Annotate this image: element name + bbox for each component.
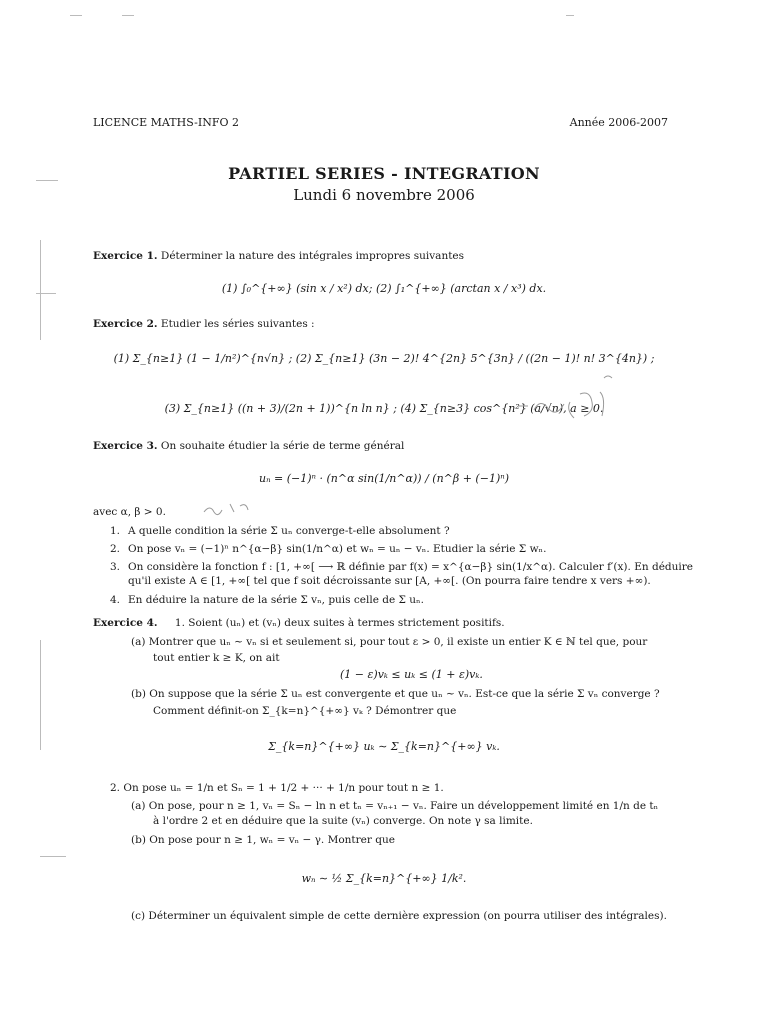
exercise-3-item-4 [110,594,424,606]
exercise-4-a-line-1: (a) Montrer que uₙ ∼ vₙ si et seulement si, pour tout ε > 0, il existe un entier K ∈ ℕ tel que, pour [131,636,648,648]
pencil-annotation [510,372,620,430]
exercise-4-d-line-1: (b) On pose pour n ≥ 1, wₙ = vₙ − γ. Montrer que [131,834,395,846]
scan-mark [70,15,82,16]
exercise-3-item-3-cont [110,575,651,587]
exercise-4-b-formula: Σ_{k=n}^{+∞} uₖ ∼ Σ_{k=n}^{+∞} vₖ. [268,740,500,753]
scan-mark [566,15,574,16]
exercise-4-c-line-2: à l'ordre 2 et en déduire que la suite (vₙ) converge. On note γ sa limite. [153,815,533,827]
exercise-4-label: Exercice 4. [93,617,158,629]
exercise-3-item-3 [110,561,693,573]
exercise-4-a-line-2: tout entier k ≥ K, on ait [153,652,280,664]
item-text: On pose vₙ = (−1)ⁿ n^{α−β} sin(1/n^α) et wₙ = uₙ − vₙ. Etudier la série Σ wₙ. [128,543,547,555]
exercise-1-text: Déterminer la nature des intégrales impropres suivantes [160,250,465,262]
page-subtitle: Lundi 6 novembre 2006 [293,186,475,204]
exercise-2-formula-1: (1) Σ_{n≥1} (1 − 1/n²)^{n√n} ; (2) Σ_{n≥1} (3n − 2)! 4^{2n} 5^{3n} / ((2n − 1)! n! 3^{4n}) ; [113,352,655,365]
item-text: A quelle condition la série Σ uₙ converge-t-elle absolument ? [128,525,450,537]
item-number: 1. [110,525,121,537]
scan-mark [40,856,66,857]
exercise-1-label: Exercice 1. [93,250,158,262]
exercise-4-part-2: 2. On pose uₙ = 1/n et Sₙ = 1 + 1/2 + ··· + 1/n pour tout n ≥ 1. [110,782,444,794]
item-number: 4. [110,594,121,606]
exercise-3-formula: uₙ = (−1)ⁿ · (n^α sin(1/n^α)) / (n^β + (−1)ⁿ) [259,472,509,485]
exercise-1-formula: (1) ∫₀^{+∞} (sin x / x²) dx; (2) ∫₁^{+∞} (arctan x / x³) dx. [221,282,547,295]
exercise-1 [93,250,464,262]
exercise-3-label: Exercice 3. [93,440,158,452]
pencil-annotation [200,500,260,516]
exercise-2-label: Exercice 2. [93,318,158,330]
item-text: On considère la fonction f : [1, +∞[ ⟶ ℝ définie par f(x) = x^{α−β} sin(1/x^α). Calculer f′(x). En déduire [128,561,693,573]
header-course: LICENCE MATHS-INFO 2 [93,116,239,129]
exercise-3-text: On souhaite étudier la série de terme général [160,440,405,452]
header-year: Année 2006-2007 [569,116,668,129]
exercise-4-d-formula: wₙ ∼ ½ Σ_{k=n}^{+∞} 1/k². [301,872,467,885]
exercise-3-item-1 [110,525,450,537]
exercise-2-formula-2: (3) Σ_{n≥1} ((n + 3)/(2n + 1))^{n ln n} ; (4) Σ_{n≥3} cos^{n²} (a/√n), a ≥ 0. [164,402,604,415]
item-text: En déduire la nature de la série Σ vₙ, puis celle de Σ uₙ. [128,594,424,606]
item-number: 2. [110,543,121,555]
scan-mark [36,180,58,181]
scan-mark [40,240,41,340]
exercise-2 [93,318,315,330]
exercise-3-item-2 [110,543,546,555]
scan-mark [122,15,134,16]
page-title: PARTIEL SERIES - INTEGRATION [228,164,540,183]
exercise-4-e-line-1: (c) Déterminer un équivalent simple de cette dernière expression (on pourra utiliser des intégrales). [131,910,667,922]
exercise-4 [93,617,505,629]
item-text: qu'il existe A ∈ [1, +∞[ tel que f soit décroissante sur [A, +∞[. (On pourra faire tendre x vers +∞). [128,575,651,587]
exercise-4-a-formula: (1 − ε)vₖ ≤ uₖ ≤ (1 + ε)vₖ. [340,668,483,681]
scan-mark [36,293,56,294]
scan-mark [40,640,41,750]
exercise-3 [93,440,404,452]
exercise-2-text: Etudier les séries suivantes : [160,318,315,330]
exercise-4-part-1: 1. Soient (uₙ) et (vₙ) deux suites à termes strictement positifs. [174,617,505,629]
exercise-4-b-line-2: Comment définit-on Σ_{k=n}^{+∞} vₖ ? Démontrer que [153,705,457,717]
exercise-3-condition: avec α, β > 0. [93,506,166,518]
exercise-4-c-line-1: (a) On pose, pour n ≥ 1, vₙ = Sₙ − ln n et tₙ = vₙ₊₁ − vₙ. Faire un développement limité en 1/n de tₙ [131,800,659,812]
item-number: 3. [110,561,121,573]
exercise-4-b-line-1: (b) On suppose que la série Σ uₙ est convergente et que uₙ ∼ vₙ. Est-ce que la série Σ vₙ converge ? [131,688,660,700]
